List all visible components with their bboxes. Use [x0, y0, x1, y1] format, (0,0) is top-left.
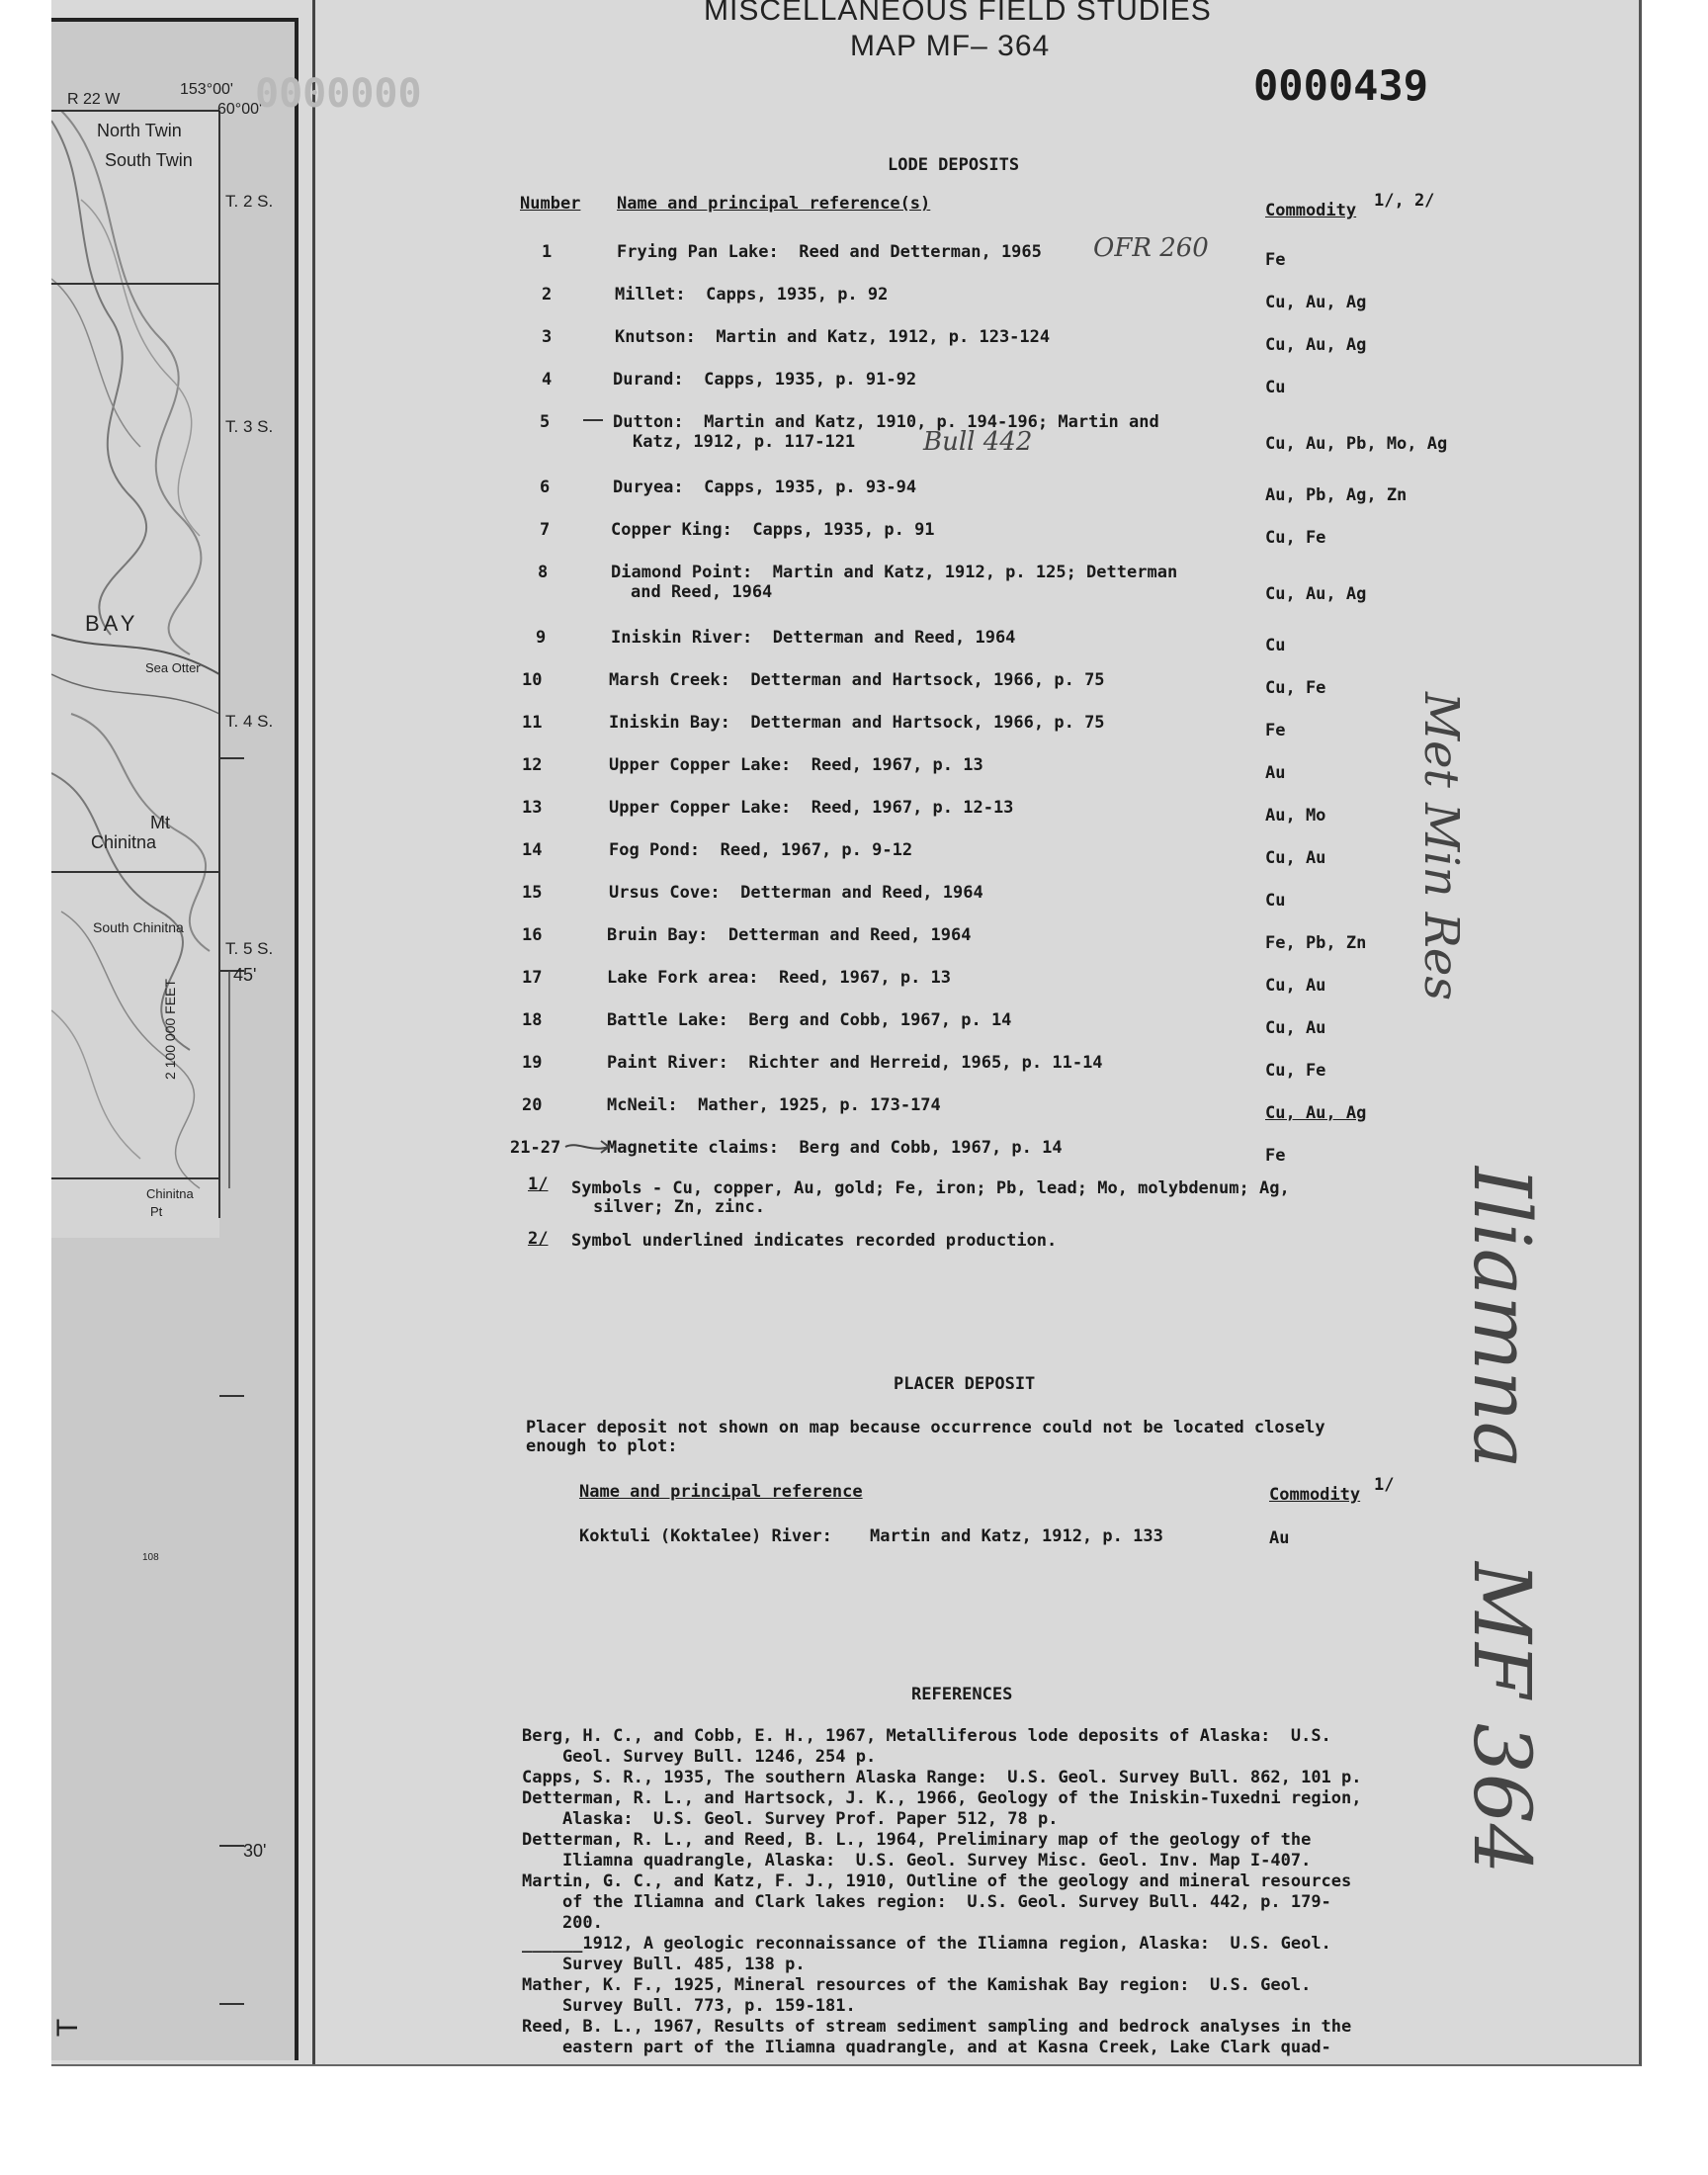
lode-row-reference-line [611, 627, 1015, 649]
lode-row-reference-line [607, 1052, 1103, 1074]
map-place-pt: Pt [150, 1204, 163, 1219]
placer-col-commodity: Commodity [1269, 1485, 1361, 1505]
map-place-mt: Mt [150, 813, 170, 832]
reference-line: Geol. Survey Bull. 1246, 254 p. [522, 1747, 877, 1767]
lode-row-reference-line [609, 882, 983, 904]
lode-row-commodity: Fe [1265, 1146, 1286, 1166]
lode-row-reference-line [613, 477, 916, 498]
lode-row-number: 1 [542, 242, 553, 262]
lode-row-name: Durand: [613, 370, 684, 390]
spacer [730, 713, 750, 733]
lode-row-name: Paint River: [607, 1053, 728, 1073]
lode-row-commodity: Fe [1265, 721, 1286, 740]
placer-intro-line2: enough to plot: [526, 1436, 678, 1456]
reference-line: Mather, K. F., 1925, Mineral resources of the Kamishak Bay region: U.S. Geol. [522, 1975, 1312, 1995]
placer-row-ref: Martin and Katz, 1912, p. 133 [870, 1526, 1163, 1546]
reference-line: Survey Bull. 485, 138 p. [522, 1955, 806, 1974]
map-place-south-chinitna: South Chinitna [93, 919, 184, 935]
lode-row-number: 9 [536, 628, 547, 648]
spacer [779, 1138, 799, 1158]
lode-row-number: 16 [522, 925, 543, 945]
lode-row-reference-line [611, 519, 935, 541]
lode-row-name: Lake Fork area: [607, 968, 759, 988]
map-id: MAP MF– 364 [850, 30, 1051, 62]
footnote-1-line1: Symbols - Cu, copper, Au, gold; Fe, iron; Pb, lead; Mo, molybdenum; Ag, [571, 1178, 1290, 1198]
lode-row-commodity: Cu, Au [1265, 976, 1326, 996]
lode-row-reference-cont: and Reed, 1964 [631, 582, 773, 602]
handwritten-margin-iliamna: Iliamna [1456, 1167, 1548, 1469]
lode-row-number: 21-27 [510, 1138, 561, 1158]
lode-row-reference: Reed, 1967, p. 12-13 [811, 798, 1014, 818]
lode-row-reference: Capps, 1935, p. 93-94 [704, 478, 917, 497]
reference-line: eastern part of the Iliamna quadrangle, and at Kasna Creek, Lake Clark quad- [522, 2038, 1331, 2057]
lode-row-commodity: Cu, Au, Ag [1265, 584, 1367, 604]
lode-row-number: 10 [522, 670, 543, 690]
spacer [684, 412, 704, 432]
map-lon-label: 153°00' [180, 81, 233, 98]
placer-row-name: Koktuli (Koktalee) River: [579, 1526, 832, 1546]
lode-row-commodity: Cu, Fe [1265, 1061, 1326, 1081]
lode-row-number: 14 [522, 840, 543, 860]
lode-row-commodity: Fe [1265, 250, 1286, 270]
lode-row-name: Iniskin Bay: [609, 713, 730, 733]
lode-row-reference: Mather, 1925, p. 173-174 [698, 1095, 941, 1115]
lode-row-number: 20 [522, 1095, 543, 1115]
lode-row-number: 19 [522, 1053, 543, 1073]
reference-line: Reed, B. L., 1967, Results of stream sediment sampling and bedrock analyses in the [522, 2017, 1352, 2037]
reference-line: Detterman, R. L., and Reed, B. L., 1964, Preliminary map of the geology of the [522, 1830, 1312, 1850]
lode-row-name: Millet: [615, 285, 686, 304]
lode-col-number: Number [520, 194, 581, 214]
spacer [721, 883, 740, 903]
reference-line: Alaska: U.S. Geol. Survey Prof. Paper 512, 78 p. [522, 1809, 1059, 1829]
lode-row-reference-line [609, 839, 912, 861]
lode-row-reference-line [609, 797, 1013, 819]
lode-row-number: 12 [522, 755, 543, 775]
lode-row-name: Dutton: [613, 412, 684, 432]
margin-divider [312, 0, 315, 2064]
lode-row-reference: Detterman and Reed, 1964 [772, 628, 1016, 648]
lode-row-commodity: Au, Pb, Ag, Zn [1265, 485, 1408, 505]
lode-row-reference: Martin and Katz, 1910, p. 194-196; Martin and [704, 412, 1159, 432]
footnote-1-line2: silver; Zn, zinc. [593, 1197, 765, 1217]
map-place-mt-chinitna: Chinitna [91, 832, 157, 852]
lode-row-number: 17 [522, 968, 543, 988]
lode-row-number: 6 [540, 478, 551, 497]
lode-row-commodity: Cu, Fe [1265, 678, 1326, 698]
spacer [708, 925, 727, 945]
lode-row-name: Upper Copper Lake: [609, 755, 792, 775]
lode-row-reference-line [613, 411, 1159, 433]
lode-row-commodity: Cu, Au [1265, 848, 1326, 868]
lode-row-number: 4 [542, 370, 553, 390]
spacer [700, 840, 720, 860]
lode-row-reference: Detterman and Reed, 1964 [740, 883, 983, 903]
lode-row-reference-line [607, 1094, 941, 1116]
map-place-sea-otter: Sea Otter [145, 660, 201, 675]
faint-stamp: 0000000 [255, 71, 422, 117]
reference-line: 200. [522, 1913, 603, 1933]
lode-row-name: Knutson: [615, 327, 696, 347]
footnote-1-mark: 1/ [528, 1174, 549, 1194]
lode-row-name: Ursus Cove: [609, 883, 721, 903]
lode-row-commodity: Cu, Au, Pb, Mo, Ag [1265, 434, 1448, 454]
lode-row-reference-line [609, 754, 983, 776]
map-place-chinitna-pt: Chinitna [146, 1186, 194, 1201]
lode-row-commodity: Fe, Pb, Zn [1265, 933, 1367, 953]
map-tick-45: 45' [233, 965, 257, 985]
document-number-stamp: 0000439 [1253, 61, 1429, 110]
lode-row-name: McNeil: [607, 1095, 678, 1115]
reference-line: ______1912, A geologic reconnaissance of the Iliamna region, Alaska: U.S. Geol. [522, 1934, 1331, 1954]
lode-row-reference: Reed, 1967, p. 13 [811, 755, 983, 775]
spacer [759, 968, 779, 988]
handwritten-arrow-icon [563, 1137, 613, 1157]
township-label-2: T. 3 S. [225, 417, 274, 436]
map-lat-label: 60°00' [217, 101, 263, 118]
lode-row-name: Diamond Point: [611, 563, 753, 582]
spacer [728, 1010, 748, 1030]
lode-row-reference: Detterman and Hartsock, 1966, p. 75 [750, 670, 1105, 690]
footnote-2-text: Symbol underlined indicates recorded production. [571, 1231, 1058, 1251]
map-place-south-twin: South Twin [105, 150, 193, 170]
lode-row-reference: Detterman and Hartsock, 1966, p. 75 [750, 713, 1105, 733]
lode-row-name: Iniskin River: [611, 628, 753, 648]
spacer [684, 478, 704, 497]
lode-row-number: 8 [538, 563, 549, 582]
township-label-4: T. 5 S. [225, 939, 274, 958]
lode-row-name: Marsh Creek: [609, 670, 730, 690]
series-title: MISCELLANEOUS FIELD STUDIES [704, 0, 1212, 27]
lode-row-reference-line [611, 562, 1177, 583]
lode-row-reference-line [609, 669, 1105, 691]
lode-row-number: 7 [540, 520, 551, 540]
lode-row-reference: Detterman and Reed, 1964 [727, 925, 972, 945]
map-spot-elevation: 108 [142, 1552, 159, 1563]
map-tick-30: 30' [243, 1841, 267, 1861]
spacer [684, 370, 704, 390]
handwritten-margin-mf-364: MF 364 [1456, 1562, 1548, 1874]
spacer [730, 670, 750, 690]
lode-row-number: 5 [540, 412, 551, 432]
lode-row-name: Frying Pan Lake: [617, 242, 779, 262]
lode-row-reference: Martin and Katz, 1912, p. 123-124 [716, 327, 1051, 347]
spacer [752, 628, 772, 648]
reference-line: Capps, S. R., 1935, The southern Alaska Range: U.S. Geol. Survey Bull. 862, 101 p. [522, 1768, 1362, 1787]
lode-row-reference: Reed and Detterman, 1965 [799, 242, 1042, 262]
map-range-label: R 22 W [67, 91, 121, 108]
footnote-2-mark: 2/ [528, 1229, 549, 1249]
spacer [696, 327, 716, 347]
lode-col-commodity: Commodity [1265, 201, 1357, 220]
lode-col-name: Name and principal reference(s) [617, 194, 931, 214]
reference-line: of the Iliamna and Clark lakes region: U.S. Geol. Survey Bull. 442, p. 179- [522, 1892, 1331, 1912]
placer-row-commodity: Au [1269, 1528, 1290, 1548]
reference-line: Survey Bull. 773, p. 159-181. [522, 1996, 856, 2016]
map-bottom-letter: T [51, 2018, 85, 2038]
lode-row-reference-line [617, 241, 1042, 263]
spacer [728, 1053, 748, 1073]
references-title: REFERENCES [911, 1685, 1013, 1704]
handwritten-dash [583, 419, 603, 421]
spacer [779, 242, 799, 262]
lode-row-reference: Martin and Katz, 1912, p. 125; Detterman [772, 563, 1178, 582]
lode-row-name: Bruin Bay: [607, 925, 709, 945]
spacer [791, 755, 811, 775]
lode-row-number: 2 [542, 285, 553, 304]
lode-row-name: Copper King: [611, 520, 732, 540]
lode-row-commodity: Au [1265, 763, 1286, 783]
lode-row-name: Magnetite claims: [607, 1138, 779, 1158]
lode-row-reference: Reed, 1967, p. 9-12 [720, 840, 913, 860]
lode-row-commodity: Cu, Au, Ag [1265, 335, 1367, 355]
lode-row-reference-line [607, 967, 951, 989]
spacer [732, 520, 752, 540]
handwritten-margin-met-min-res: Met Min Res [1413, 692, 1469, 1000]
lode-row-reference: Berg and Cobb, 1967, p. 14 [748, 1010, 1012, 1030]
map-place-bay: BAY [85, 611, 139, 636]
lode-row-reference-line [609, 712, 1105, 734]
lode-row-reference-line [607, 1009, 1011, 1031]
lode-row-reference-cont: Katz, 1912, p. 117-121 [633, 432, 856, 452]
lode-col-notes: 1/, 2/ [1374, 191, 1435, 211]
lode-row-commodity: Cu [1265, 636, 1286, 655]
map-margin-strip [51, 18, 299, 2060]
township-label-3: T. 4 S. [225, 712, 274, 731]
lode-row-number: 3 [542, 327, 553, 347]
lode-row-reference: Richter and Herreid, 1965, p. 11-14 [748, 1053, 1103, 1073]
lode-row-name: Duryea: [613, 478, 684, 497]
lode-row-number: 13 [522, 798, 543, 818]
lode-row-reference: Berg and Cobb, 1967, p. 14 [799, 1138, 1063, 1158]
lode-row-commodity: Cu [1265, 891, 1286, 911]
placer-col-name: Name and principal reference [579, 1482, 863, 1502]
map-place-north-twin: North Twin [97, 121, 182, 140]
reference-line: Iliamna quadrangle, Alaska: U.S. Geol. Survey Misc. Geol. Inv. Map I-407. [522, 1851, 1312, 1870]
handwritten-bull: Bull 442 [923, 427, 1033, 457]
placer-col-note: 1/ [1374, 1475, 1395, 1495]
lode-row-number: 18 [522, 1010, 543, 1030]
lode-row-reference: Capps, 1935, p. 91 [752, 520, 935, 540]
lode-row-reference: Capps, 1935, p. 92 [706, 285, 889, 304]
lode-row-commodity: Cu, Au [1265, 1018, 1326, 1038]
reference-line: Martin, G. C., and Katz, F. J., 1910, Outline of the geology and mineral resources [522, 1871, 1352, 1891]
spacer [791, 798, 811, 818]
lode-row-commodity: Cu, Fe [1265, 528, 1326, 548]
lode-row-reference-line [607, 924, 971, 946]
map-feet-label: 2 100 000 FEET [162, 979, 178, 1080]
handwritten-ofr: OFR 260 [1093, 233, 1209, 263]
lode-row-reference-line [615, 284, 888, 305]
lode-row-reference-line [613, 369, 916, 391]
lode-title: LODE DEPOSITS [888, 155, 1020, 175]
reference-line: Detterman, R. L., and Hartsock, J. K., 1966, Geology of the Iniskin-Tuxedni region, [522, 1788, 1362, 1808]
reference-line: Berg, H. C., and Cobb, E. H., 1967, Metalliferous lode deposits of Alaska: U.S. [522, 1726, 1331, 1746]
township-label-1: T. 2 S. [225, 192, 274, 211]
lode-row-reference: Capps, 1935, p. 91-92 [704, 370, 917, 390]
lode-row-commodity: Cu, Au, Ag [1265, 293, 1367, 312]
placer-title: PLACER DEPOSIT [894, 1374, 1036, 1394]
lode-row-commodity: Cu, Au, Ag [1265, 1103, 1367, 1123]
spacer [752, 563, 772, 582]
spacer [686, 285, 706, 304]
spacer [678, 1095, 698, 1115]
lode-row-number: 15 [522, 883, 543, 903]
lode-row-commodity: Au, Mo [1265, 806, 1326, 826]
lode-row-commodity: Cu [1265, 378, 1286, 397]
lode-row-name: Fog Pond: [609, 840, 701, 860]
lode-row-reference-line [615, 326, 1050, 348]
lode-row-number: 11 [522, 713, 543, 733]
lode-row-name: Battle Lake: [607, 1010, 728, 1030]
lode-row-reference: Reed, 1967, p. 13 [779, 968, 952, 988]
lode-row-name: Upper Copper Lake: [609, 798, 792, 818]
lode-row-reference-line [607, 1137, 1063, 1159]
placer-intro-line1: Placer deposit not shown on map because occurrence could not be located closely [526, 1418, 1325, 1437]
